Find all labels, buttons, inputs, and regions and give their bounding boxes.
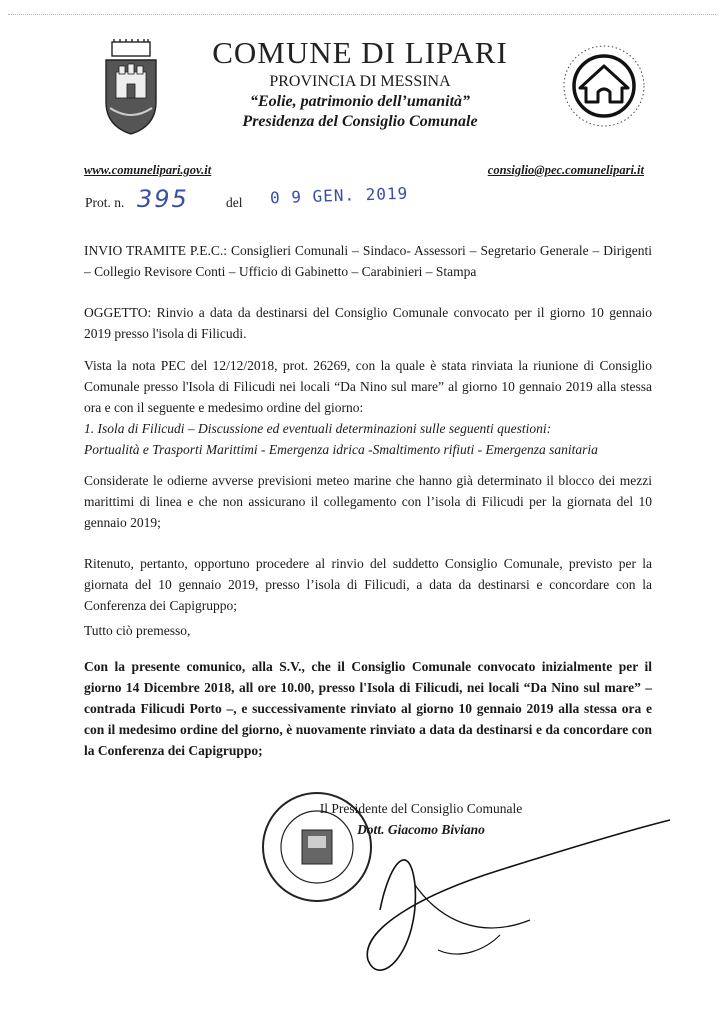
world-heritage-emblem-icon <box>560 42 648 130</box>
signatory-name: Dott. Giacomo Biviano <box>357 822 485 837</box>
top-divider <box>8 14 716 15</box>
weather-paragraph: Considerate le odierne avverse previsioni meteo marine che hanno già determinato il blocco dei mezzi marittimi di linea e che non assicurano il collegamento con l’isola di Filicudi per la giornata del 10 gennaio 2019; <box>84 473 652 530</box>
communication-paragraph: Con la presente comunico, alla S.V., che il Consiglio Comunale convocato inizialmente per il giorno 14 Dicembre 2018, all ore 10.00, presso l'Isola di Filicudi, nei locali “Da Nino sul mare” – contrada Filicudi Porto –, e successivamente rinviato al giorno 10 gennaio 2019 alla stessa ora e con il medesimo ordine del giorno, è nuovamente rinviato a data da destinarsi e da concordare con la Conferenza dei Capigruppo; <box>84 659 652 758</box>
signatory-role: Il Presidente del Consiglio Comunale <box>319 801 523 816</box>
date-label: del <box>226 195 243 210</box>
presidency-line: Presidenza del Consiglio Comunale <box>242 113 478 130</box>
protocol-number: 395 <box>137 185 189 213</box>
website-link[interactable]: www.comunelipari.gov.it <box>84 163 212 177</box>
motto-line: “Eolie, patrimonio dell’umanità” <box>249 93 471 110</box>
premise-paragraph: Vista la nota PEC del 12/12/2018, prot. 26269, con la quale è stata rinviata la riunione di Consiglio Comunale presso l'Isola di Filicudi nei locali “Da Nino sul mare” al giorno 10 gennaio 2019 alla stessa ora e con il seguente e medesimo ordine del giorno: 1. Isola di Filicudi – Discussione ed eventuali determinazioni sulle seguenti questioni: Portualità e Trasporti Marittimi - Emergenza idrica -Smaltimento rifiuti - Emergenza sanitaria <box>84 355 652 460</box>
handwritten-signature <box>270 800 690 990</box>
postponement-reason-paragraph: Ritenuto, pertanto, opportuno procedere al rinvio del suddetto Consiglio Comunale, previsto per la giornata del 10 gennaio 2019, presso l’isola di Filicudi, a data da destinarsi e concordare con la Conferenza dei Capigruppo; <box>84 556 652 613</box>
protocol-label: Prot. n. <box>85 195 125 210</box>
agenda-topics: Portualità e Trasporti Marittimi - Emergenza idrica -Smaltimento rifiuti - Emergenza sanitaria <box>84 442 598 457</box>
date-stamp: 0 9 GEN. 2019 <box>269 183 409 208</box>
subject-paragraph: OGGETTO: Rinvio a data da destinarsi del Consiglio Comunale convocato per il giorno 10 gennaio 2019 presso l'isola di Filicudi. <box>84 305 652 341</box>
letterhead <box>170 36 550 132</box>
recipients-paragraph: INVIO TRAMITE P.E.C.: Consiglieri Comunali – Sindaco- Assessori – Segretario Generale – Dirigenti – Collegio Revisore Conti – Ufficio di Gabinetto – Carabinieri – Stampa <box>84 243 652 279</box>
pec-email-link[interactable]: consiglio@pec.comunelipari.it <box>487 163 644 177</box>
municipality-title: COMUNE DI LIPARI <box>212 35 508 70</box>
province-line: PROVINCIA DI MESSINA <box>269 73 451 90</box>
agenda-item: 1. Isola di Filicudi – Discussione ed eventuali determinazioni sulle seguenti questioni: <box>84 421 552 436</box>
premise-closing: Tutto ciò premesso, <box>84 623 191 638</box>
coat-of-arms-icon <box>100 38 162 136</box>
